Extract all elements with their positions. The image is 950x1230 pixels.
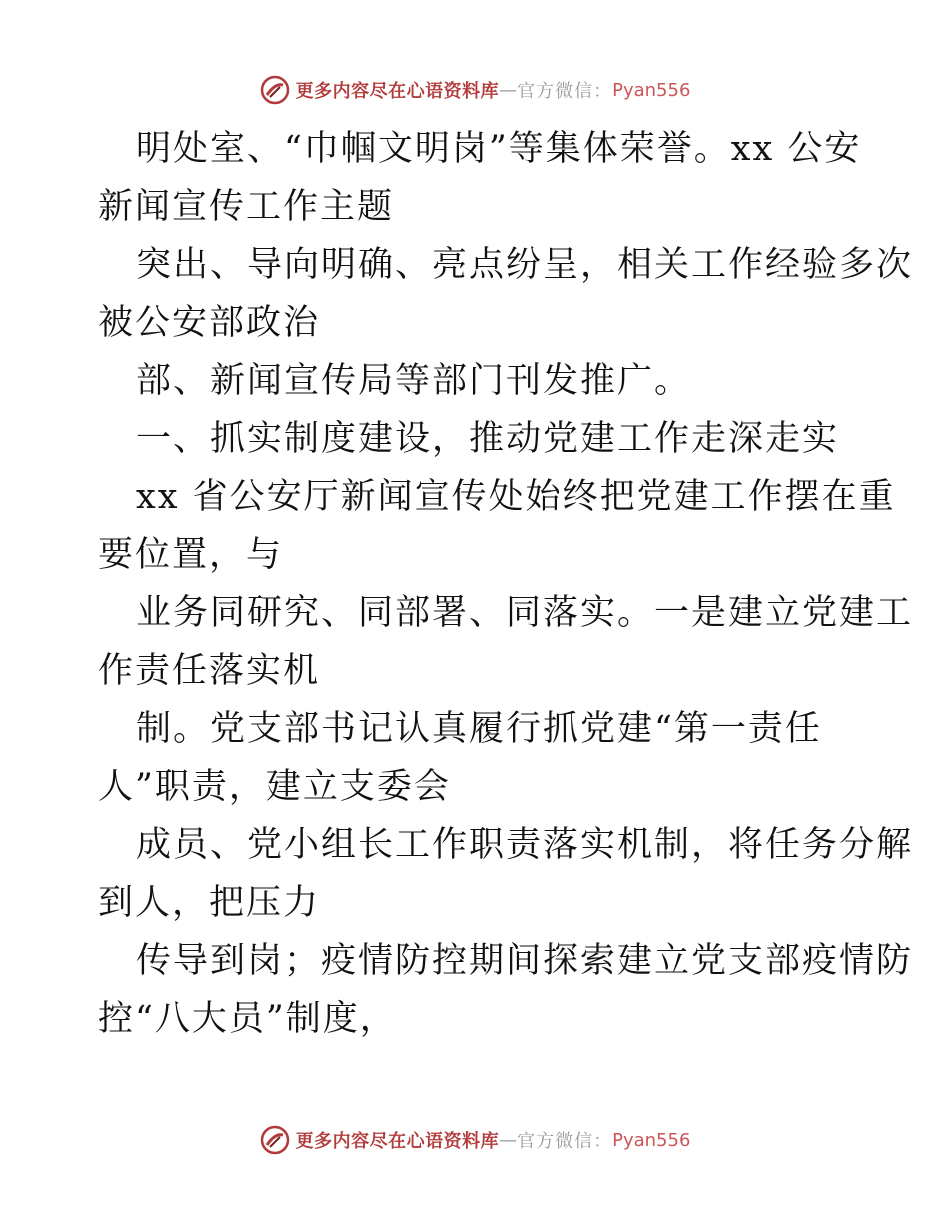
banner-dash: — [499, 1129, 518, 1151]
text-line: 业务同研究、同部署、同落实。一是建立党建工 [136, 593, 914, 633]
book-pen-logo-icon [260, 1125, 290, 1155]
banner-main-text: 更多内容尽在心语资料库 [295, 81, 500, 102]
text-line: 传导到岗；疫情防控期间探索建立党支部疫情防 [136, 941, 914, 981]
document-body [98, 120, 914, 1048]
banner-wechat-label: 官方微信： [517, 81, 613, 102]
banner-dash: — [499, 79, 518, 101]
text-line: 要位置，与 [98, 535, 284, 575]
banner-main-text: 更多内容尽在心语资料库 [295, 1131, 500, 1152]
text-line: 到人，把压力 [98, 883, 321, 923]
text-line: 作责任落实机 [98, 651, 321, 691]
text-line: 突出、导向明确、亮点纷呈，相关工作经验多次 [136, 245, 914, 285]
banner-wechat-label: 官方微信： [517, 1131, 613, 1152]
text-line: 成员、党小组长工作职责落实机制，将任务分解 [136, 825, 914, 865]
text-line: 控“八大员”制度， [98, 999, 397, 1039]
book-pen-logo-icon [260, 75, 290, 105]
footer-banner [0, 1120, 950, 1160]
text-line: 被公安部政治 [98, 303, 321, 343]
banner-wechat-id: Pyan556 [612, 79, 691, 101]
text-line: xx 省公安厅新闻宣传处始终把党建工作摆在重 [136, 477, 896, 517]
header-banner [0, 70, 950, 110]
text-line: 部、新闻宣传局等部门刊发推广。 [136, 361, 692, 401]
text-line: 明处室、“巾帼文明岗”等集体荣誉。xx 公安 [136, 129, 862, 169]
text-line: 新闻宣传工作主题 [98, 187, 395, 227]
text-line: 制。党支部书记认真履行抓党建“第一责任 [136, 709, 822, 749]
banner-wechat-id: Pyan556 [612, 1129, 691, 1151]
text-line: 人”职责，建立支委会 [98, 767, 451, 807]
section-heading: 一、抓实制度建设，推动党建工作走深走实 [136, 419, 840, 459]
